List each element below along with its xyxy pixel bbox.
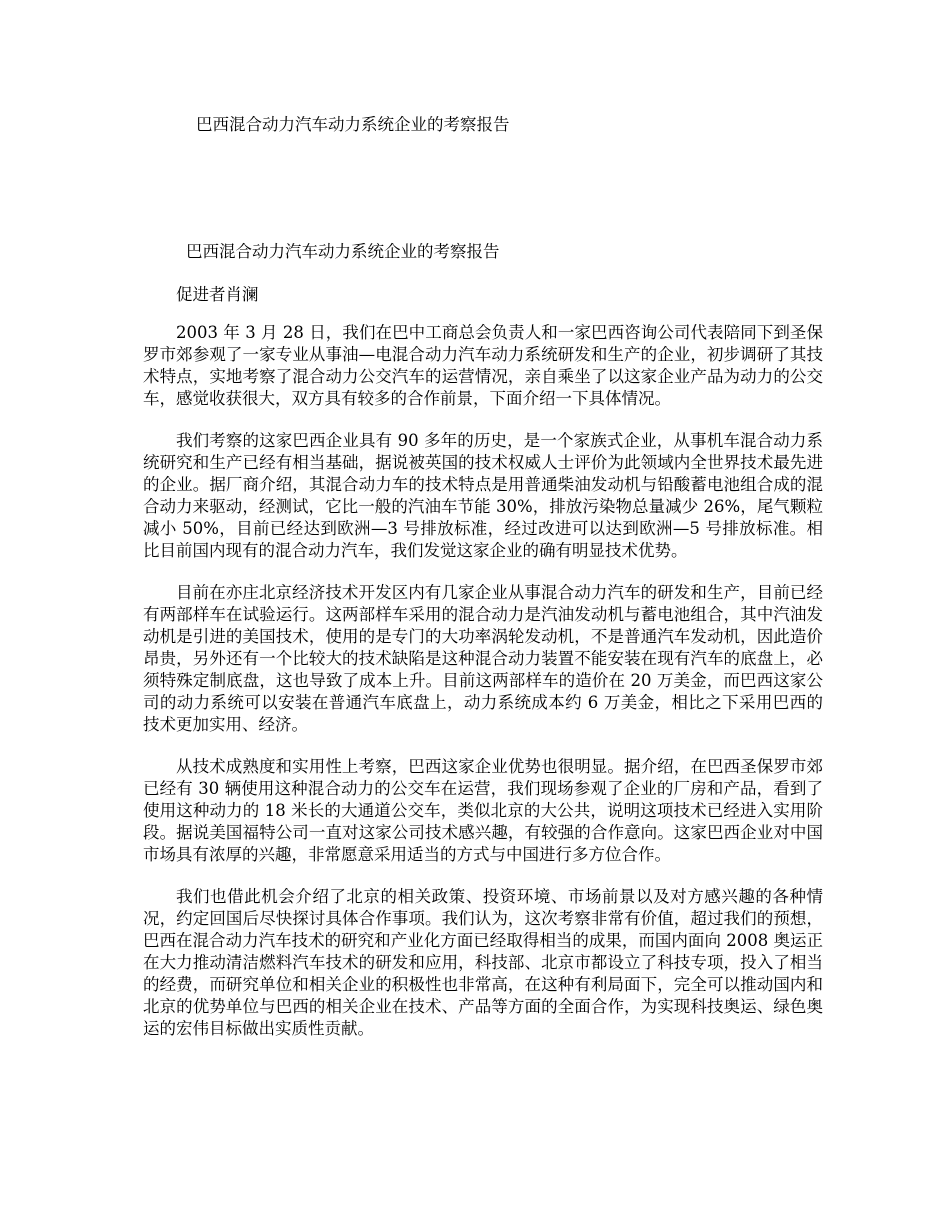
document-title: 巴西混合动力汽车动力系统企业的考察报告 [186, 242, 500, 261]
paragraph-3: 目前在亦庄北京经济技术开发区内有几家企业从事混合动力汽车的研发和生产，目前已经有两部样车在试验运行。这两部样车采用的混合动力是汽油发动机与蓄电池组合，其中汽油发动机是引进的美国技术，使用的是专门的大功率涡轮发动机，不是普通汽车发动机，因此造价昂贵，另外还有一个比较大的技术缺陷是这种混合动力装置不能安装在现有汽车的底盘上，必须特殊定制底盘，这也导致了成本上升。目前这两部样车的造价在 20 万美金，而巴西这家公司的动力系统可以安装在普通汽车底盘上，动力系统成本约 6 万美金，相比之下采用巴西的技术更加实用、经济。 [143, 583, 823, 734]
paragraph-4: 从技术成熟度和实用性上考察，巴西这家企业优势也很明显。据介绍，在巴西圣保罗市郊已经有 30 辆使用这种混合动力的公交车在运营，我们现场参观了企业的厂房和产品，看到了使用这种动力的 18 米长的大通道公交车，类似北京的大公共，说明这项技术已经进入实用阶段。据说美国福特公司一直对这家公司技术感兴趣，有较强的合作意向。这家巴西企业对中国市场具有浓厚的兴趣，非常愿意采用适当的方式与中国进行多方位合作。 [143, 757, 823, 864]
paragraph-1: 2003 年 3 月 28 日，我们在巴中工商总会负责人和一家巴西咨询公司代表陪同下到圣保罗市郊参观了一家专业从事油—电混合动力汽车动力系统研发和生产的企业，初步调研了其技术特点，实地考察了混合动力公交汽车的运营情况，亲自乘坐了以这家企业产品为动力的公交车，感觉收获很大，双方具有较多的合作前景，下面介绍一下具体情况。 [143, 323, 823, 408]
paragraph-2: 我们考察的这家巴西企业具有 90 多年的历史，是一个家族式企业，从事机车混合动力系统研究和生产已经有相当基础，据说被英国的技术权威人士评价为此领域内全世界技术最先进的企业。据厂商介绍，其混合动力车的技术特点是用普通柴油发动机与铅酸蓄电池组合成的混合动力来驱动，经测试，它比一般的汽油车节能 30%，排放污染物总量减少 26%，尾气颗粒减小 50%，目前已经达到欧洲—3 号排放标准，经过改进可以达到欧洲—5 号排放标准。相比目前国内现有的混合动力汽车，我们发觉这家企业的确有明显技术优势。 [143, 431, 823, 560]
author-line: 促进者肖澜 [176, 285, 259, 304]
body-text [143, 322, 823, 1060]
header-title: 巴西混合动力汽车动力系统企业的考察报告 [196, 115, 510, 134]
paragraph-5: 我们也借此机会介绍了北京的相关政策、投资环境、市场前景以及对方感兴趣的各种情况，约定回国后尽快探讨具体合作事项。我们认为，这次考察非常有价值，超过我们的预想，巴西在混合动力汽车技术的研究和产业化方面已经取得相当的成果，而国内面向 2008 奥运正在大力推动清洁燃料汽车技术的研发和应用，科技部、北京市都设立了科技专项，投入了相当的经费，而研究单位和相关企业的积极性也非常高，在这种有利局面下，完全可以推动国内和北京的优势单位与巴西的相关企业在技术、产品等方面的全面合作，为实现科技奥运、绿色奥运的宏伟目标做出实质性贡献。 [143, 887, 823, 1038]
